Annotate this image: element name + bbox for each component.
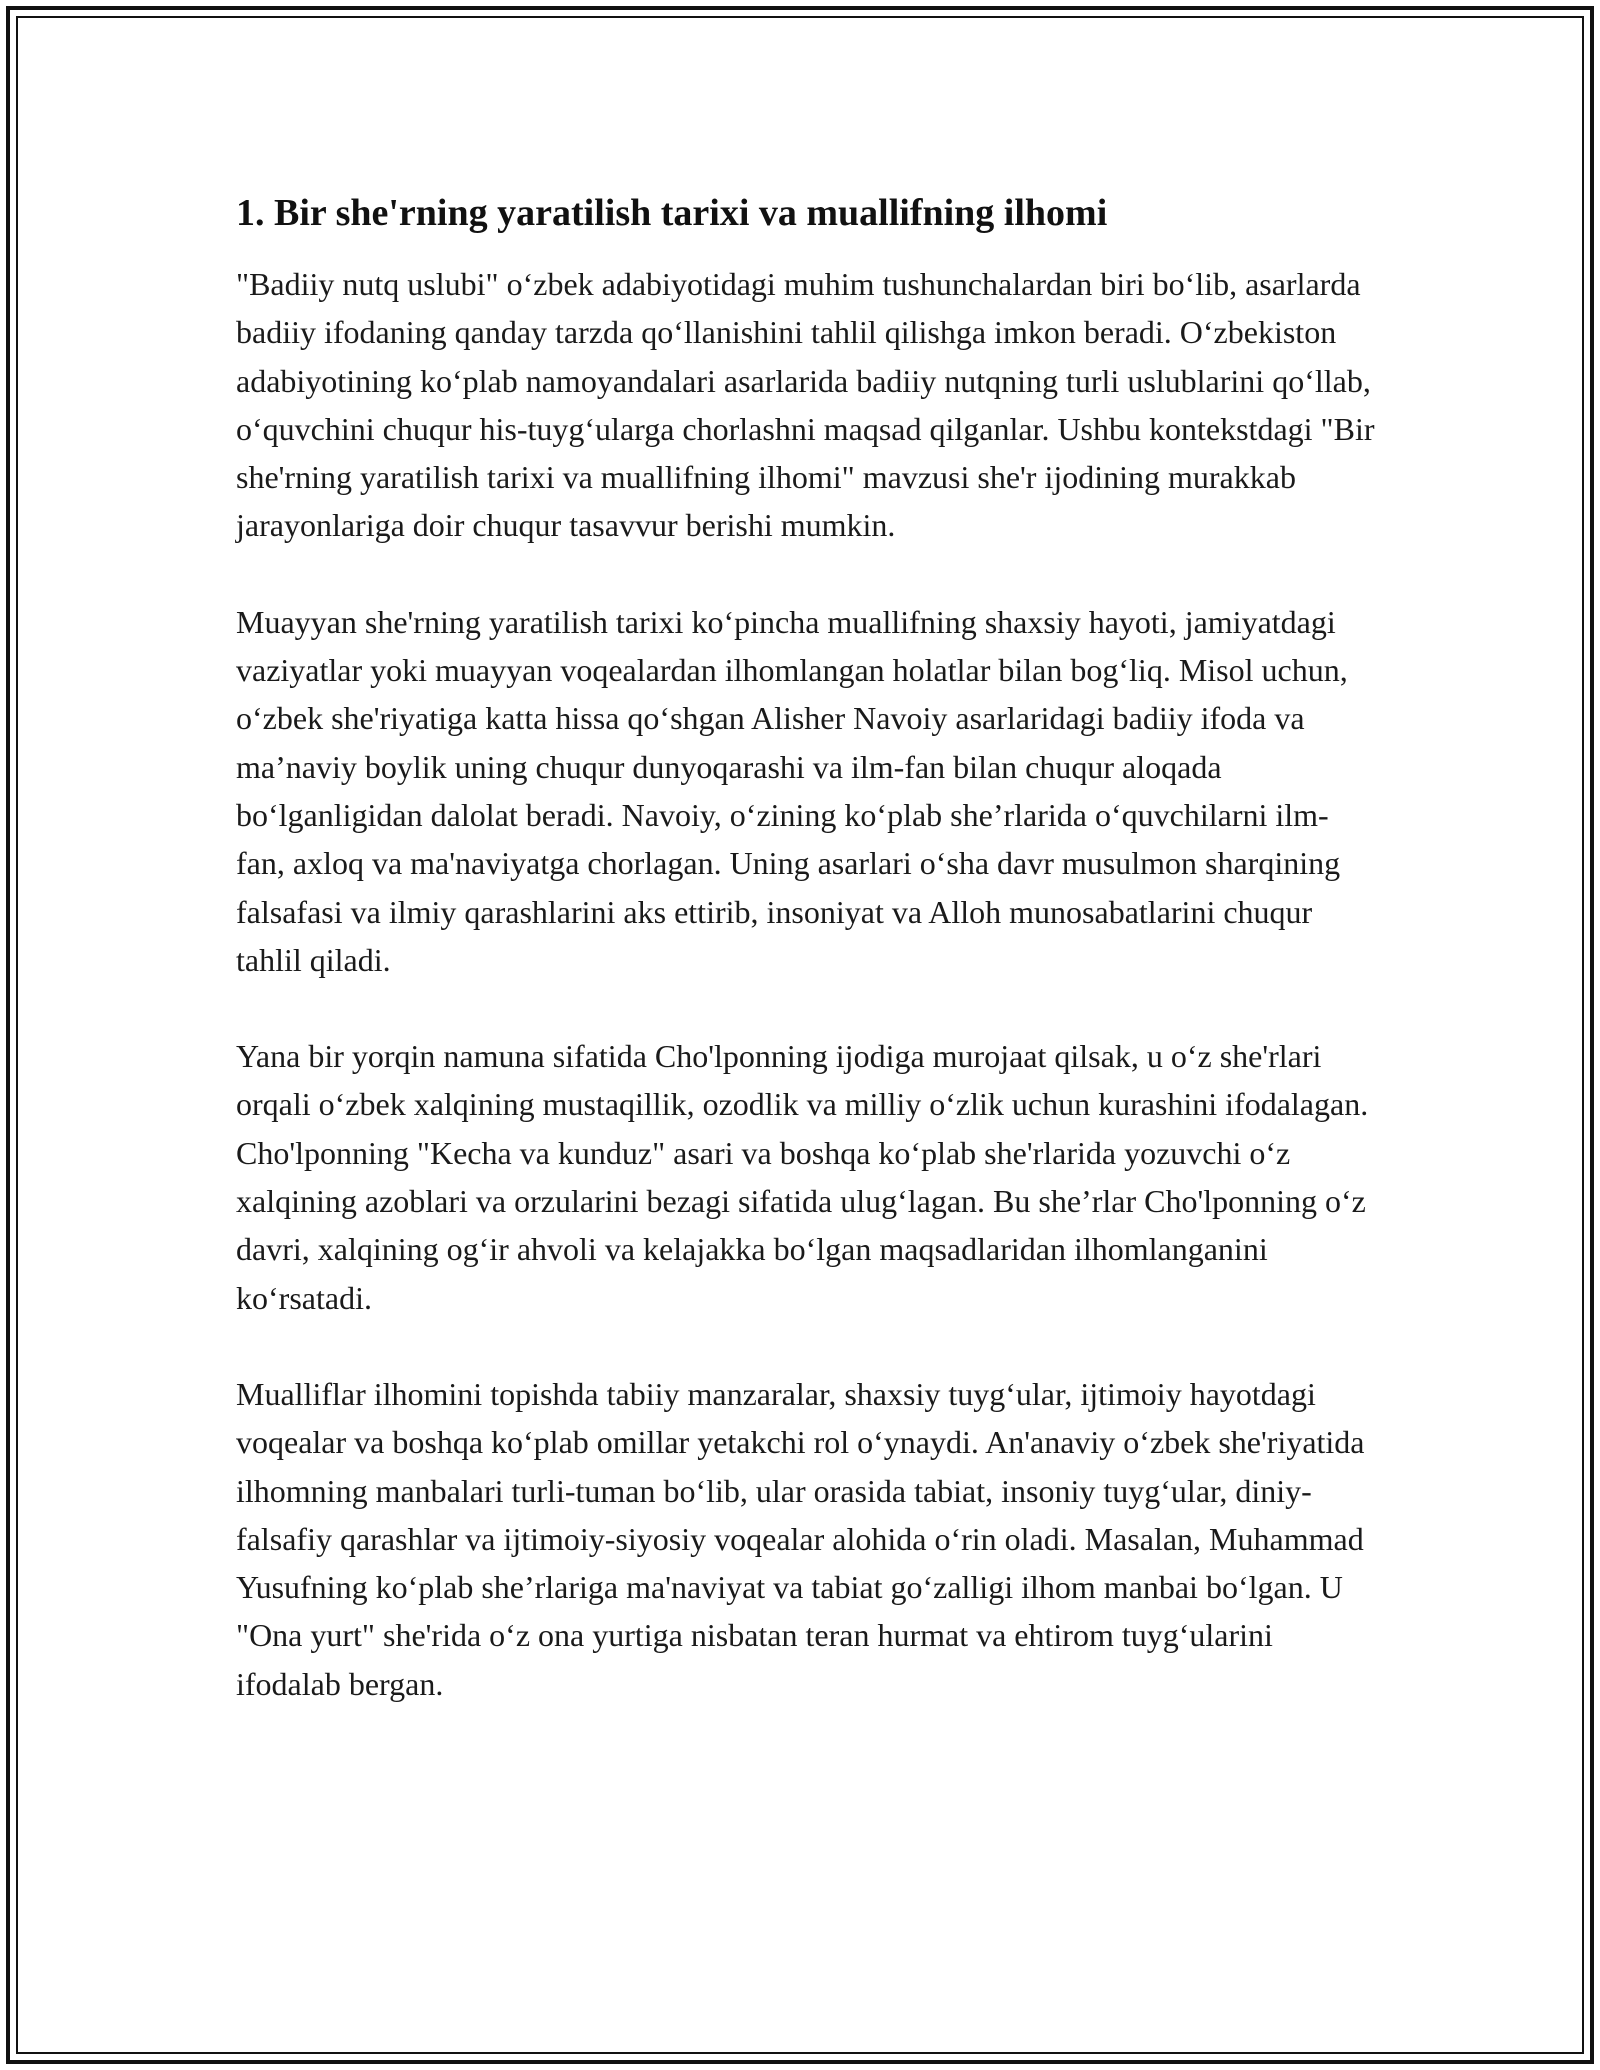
- document-body: [236, 186, 1376, 1756]
- paragraph-2: Muayyan she'rning yaratilish tarixi koʻpincha muallifning shaxsiy hayoti, jamiyatdagi vaziyatlar yoki muayyan voqealardan ilhomlangan holatlar bilan bogʻliq. Misol uchun, oʻzbek she'riyatiga katta hissa qoʻshgan Alisher Navoiy asarlaridagi badiiy ifoda va maʼnaviy boylik uning chuqur dunyoqarashi va ilm-fan bilan chuqur aloqada boʻlganligidan dalolat beradi. Navoiy, oʻzining koʻplab she’rlarida oʻquvchilarni ilm-fan, axloq va ma'naviyatga chorlagan. Uning asarlari oʻsha davr musulmon sharqining falsafasi va ilmiy qarashlarini aks ettirib, insoniyat va Alloh munosabatlarini chuqur tahlil qiladi.: [236, 603, 1348, 978]
- paragraph-4: Mualliflar ilhomini topishda tabiiy manzaralar, shaxsiy tuygʻular, ijtimoiy hayotdagi voqealar va boshqa koʻplab omillar yetakchi rol oʻynaydi. An'anaviy oʻzbek she'riyatida ilhomning manbalari turli-tuman boʻlib, ular orasida tabiat, insoniy tuygʻular, diniy-falsafiy qarashlar va ijtimoiy-siyosiy voqealar alohida oʻrin oladi. Masalan, Muhammad Yusufning koʻplab she’rlariga ma'naviyat va tabiat goʻzalligi ilhom manbai boʻlgan. U "Ona yurt" she'rida oʻz ona yurtiga nisbatan teran hurmat va ehtirom tuygʻularini ifodalab bergan.: [236, 1375, 1365, 1702]
- paragraph-3: Yana bir yorqin namuna sifatida Cho'lponning ijodiga murojaat qilsak, u oʻz she'rlari orqali oʻzbek xalqining mustaqillik, ozodlik va milliy oʻzlik uchun kurashini ifodalagan. Cho'lponning "Kecha va kunduz" asari va boshqa koʻplab she'rlarida yozuvchi oʻz xalqining azoblari va orzularini bezagi sifatida ulugʻlagan. Bu she’rlar Cho'lponning oʻz davri, xalqining ogʻir ahvoli va kelajakka boʻlgan maqsadlaridan ilhomlanganini koʻrsatadi.: [236, 1038, 1369, 1316]
- section-heading: 1. Bir she'rning yaratilish tarixi va muallifning ilhomi: [236, 192, 1108, 234]
- paragraph-1: "Badiiy nutq uslubi" oʻzbek adabiyotidagi muhim tushunchalardan biri boʻlib, asarlarda badiiy ifodaning qanday tarzda qoʻllanishini tahlil qilishga imkon beradi. Oʻzbekiston adabiyotining koʻplab namoyandalari asarlarida badiiy nutqning turli uslublarini qoʻllab, oʻquvchini chuqur his-tuygʻularga chorlashni maqsad qilganlar. Ushbu kontekstdagi "Bir she'rning yaratilish tarixi va muallifning ilhomi" mavzusi she'r ijodining murakkab jarayonlariga doir chuqur tasavvur berishi mumkin.: [236, 266, 1375, 544]
